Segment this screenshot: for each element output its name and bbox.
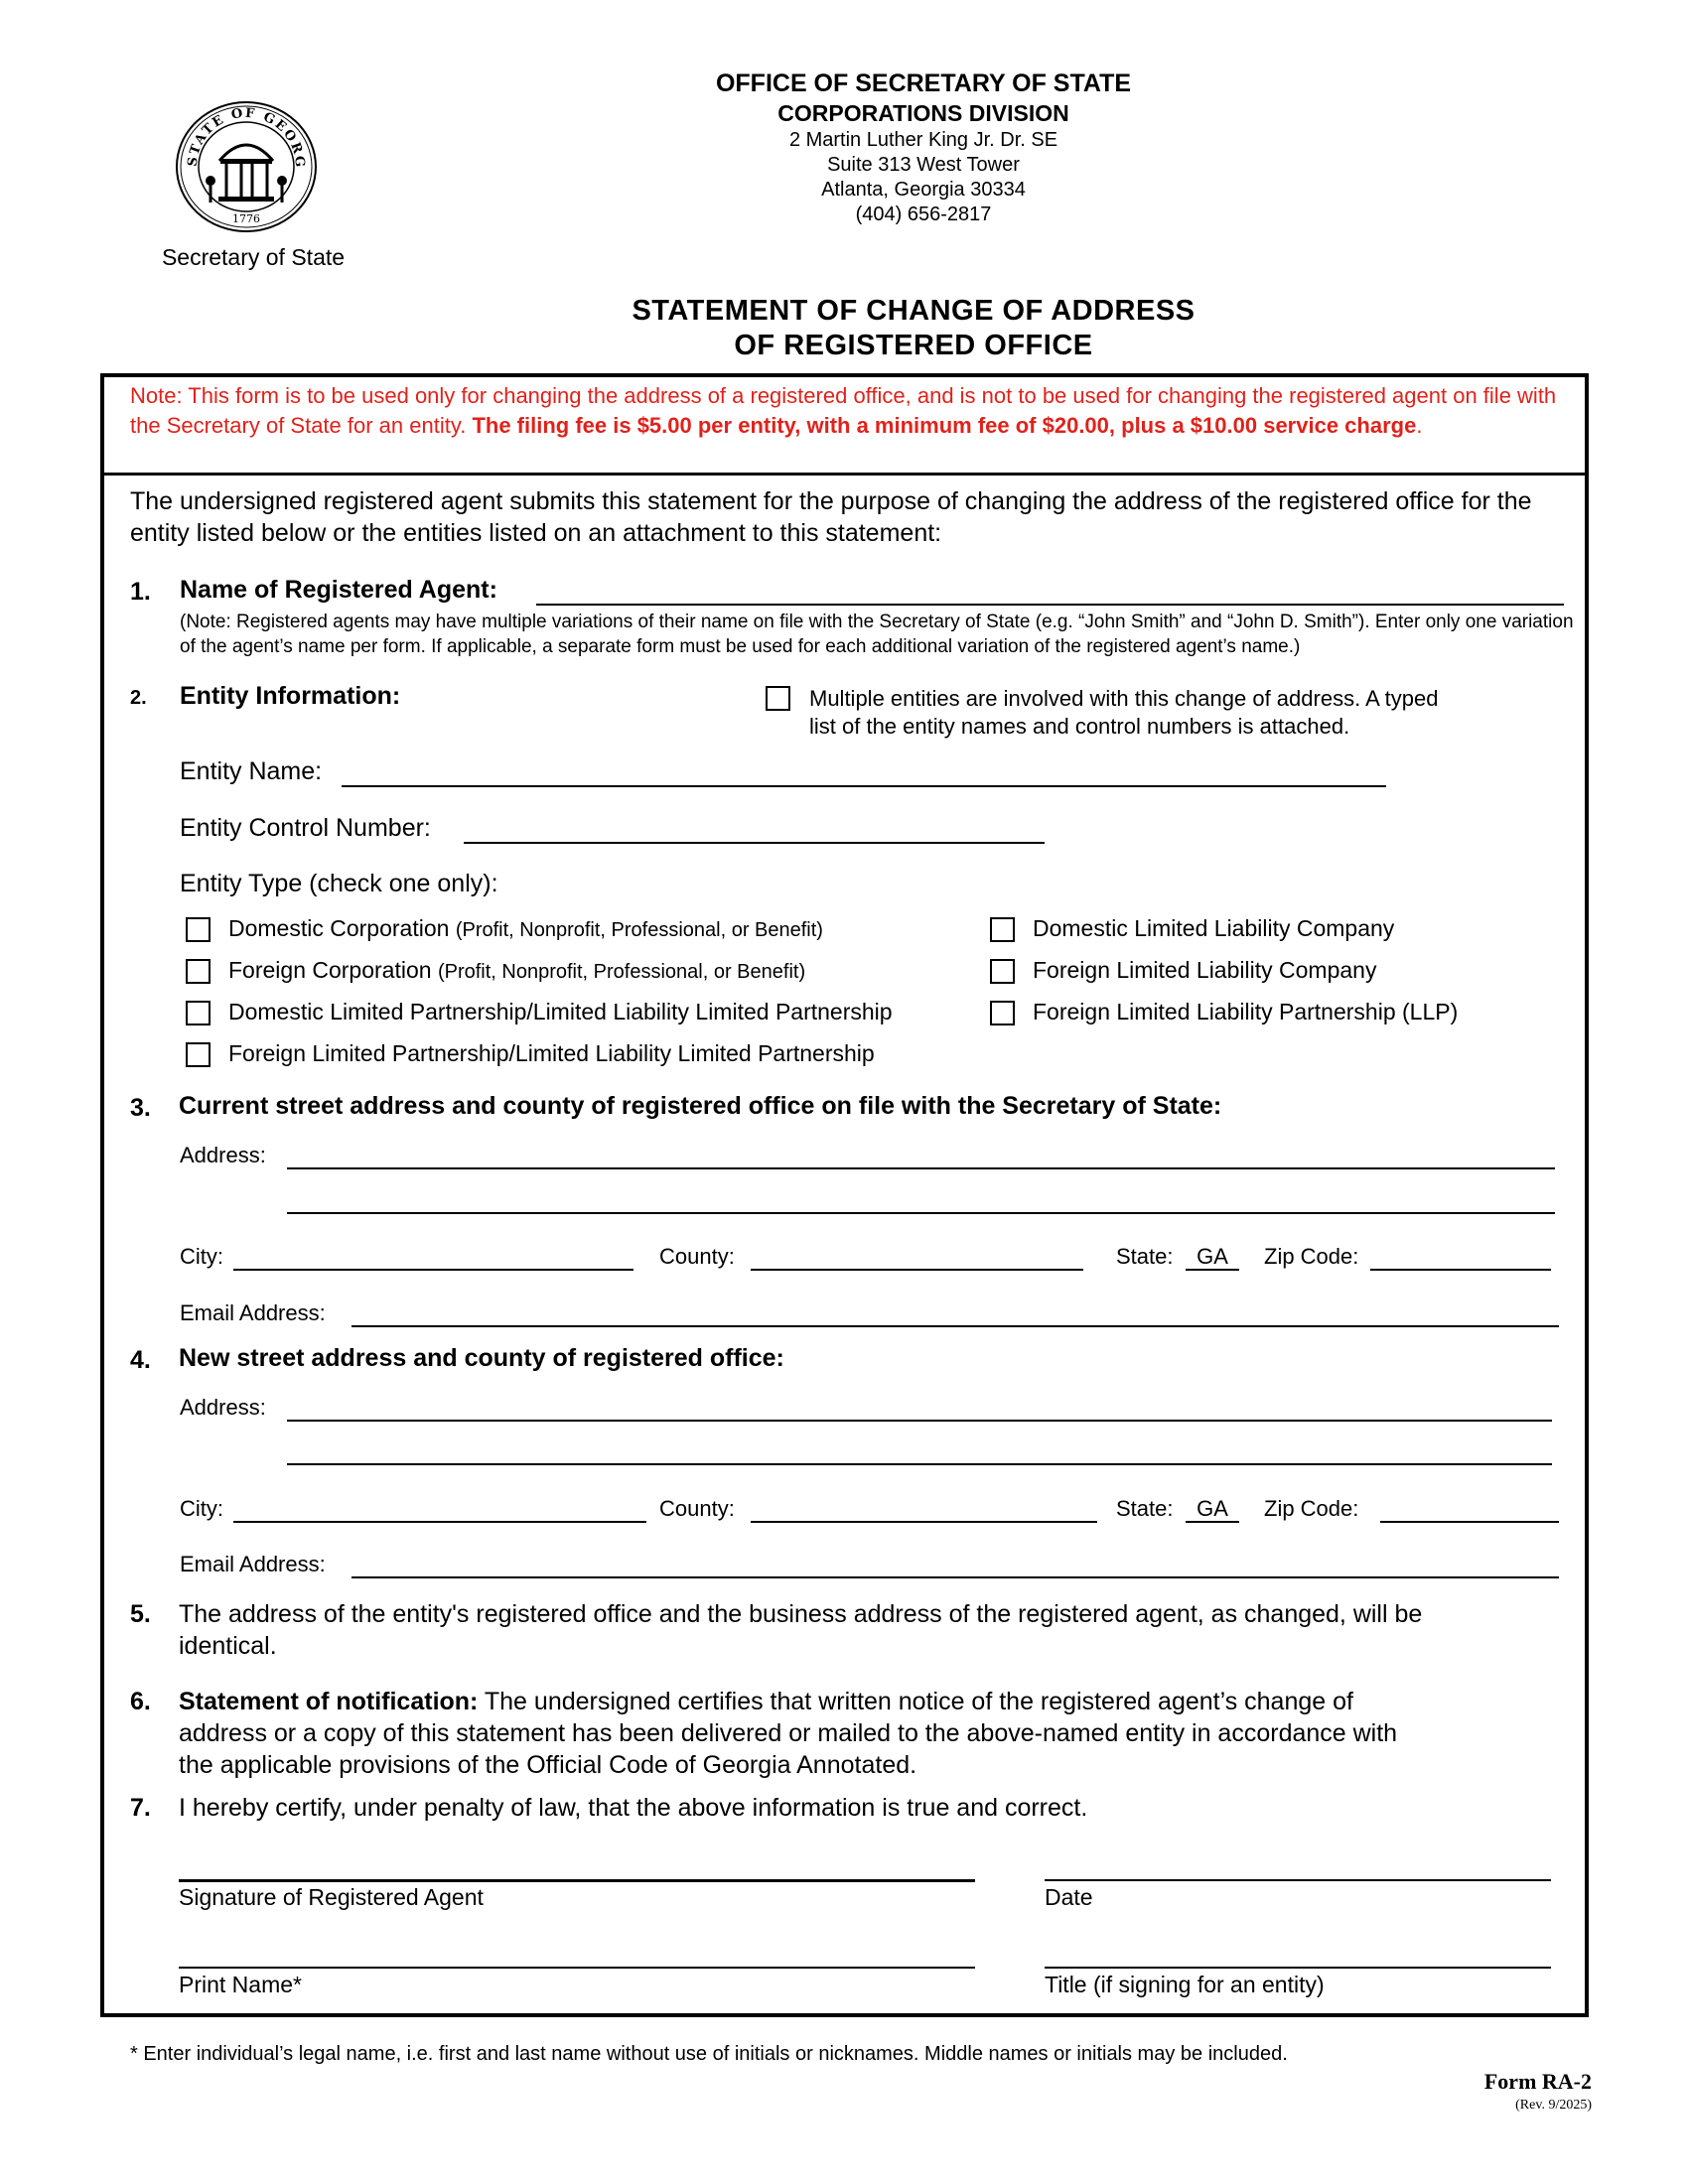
option-label: Domestic Corporation [228,915,450,941]
form-id: Form RA-2 [1483,2069,1592,2094]
option-label: Foreign Corporation [228,957,432,983]
current-county-field[interactable] [751,1269,1083,1271]
office-header [616,69,1231,226]
option-paren: (Profit, Nonprofit, Professional, or Benefit) [455,919,823,941]
fee-note [130,381,1560,441]
title-line-1: STATEMENT OF CHANGE OF ADDRESS [632,295,1196,327]
current-city-label: City: [180,1244,223,1269]
current-address-line-1[interactable] [287,1167,1555,1169]
checkbox-domestic-lp[interactable] [186,1001,211,1025]
title-field[interactable] [1045,1967,1551,1969]
section-6-line-1: The undersigned certifies that written notice of the registered agent’s change of [478,1688,1353,1715]
seal-ring-text: STATE OF GEORG [185,105,308,170]
section-3-number: 3. [130,1094,151,1122]
print-name-label: Print Name* [179,1972,302,1997]
multiple-entities-checkbox[interactable] [766,686,790,711]
new-city-field[interactable] [233,1521,646,1523]
title-line-2: OF REGISTERED OFFICE [734,330,1093,361]
option-domestic-lp: Domestic Limited Partnership/Limited Liability Limited Partnership [228,999,893,1024]
new-zip-label: Zip Code: [1264,1496,1359,1521]
date-label: Date [1045,1884,1093,1910]
entity-info-label: Entity Information: [180,682,401,710]
new-city-label: City: [180,1496,223,1521]
option-paren: (Profit, Nonprofit, Professional, or Benefit) [437,961,806,983]
section-4-number: 4. [130,1346,151,1374]
section-2-number: 2. [130,687,147,709]
suite: Suite 313 West Tower [827,154,1020,176]
agent-name-field[interactable] [536,604,1564,606]
current-email-field[interactable] [352,1325,1559,1327]
entity-name-label: Entity Name: [180,757,323,785]
form-title [417,295,1410,362]
entity-name-field[interactable] [342,785,1386,787]
new-county-field[interactable] [751,1521,1097,1523]
note-fee: The filing fee is $5.00 per entity, with a minimum fee of $20.00, plus a $10.00 service charge [472,413,1417,438]
new-state-underline [1186,1521,1239,1523]
option-foreign-llp: Foreign Limited Liability Partnership (LLP) [1033,999,1459,1024]
option-domestic-llc: Domestic Limited Liability Company [1033,915,1395,941]
new-state-label: State: [1116,1496,1174,1521]
new-zip-field[interactable] [1380,1521,1559,1523]
current-email-label: Email Address: [180,1300,326,1325]
current-address-heading: Current street address and county of registered office on file with the Secretary of State: [179,1092,1222,1120]
control-number-field[interactable] [464,842,1045,844]
section-5-line-2: identical. [179,1632,277,1660]
certification-text: I hereby certify, under penalty of law, that the above information is true and correct. [179,1794,1088,1822]
title-label: Title (if signing for an entity) [1045,1972,1325,1997]
multiple-entities-line-1: Multiple entities are involved with this change of address. A typed [809,686,1439,711]
print-name-field[interactable] [179,1967,975,1969]
section-6-number: 6. [130,1688,151,1715]
seal-caption: Secretary of State [161,244,346,270]
multiple-entities-line-2: list of the entity names and control numbers is attached. [809,714,1350,739]
new-email-label: Email Address: [180,1552,326,1576]
current-county-label: County: [659,1244,735,1269]
current-state-label: State: [1116,1244,1174,1269]
current-address-line-2[interactable] [287,1212,1555,1214]
entity-type-label: Entity Type (check one only): [180,870,498,897]
option-domestic-corporation [228,915,823,942]
section-1-number: 1. [130,578,151,606]
note-end: . [1416,413,1423,438]
new-address-label: Address: [180,1395,266,1420]
current-zip-field[interactable] [1370,1269,1551,1271]
current-address-label: Address: [180,1143,266,1167]
office-name: OFFICE OF SECRETARY OF STATE [715,69,1132,97]
agent-name-label: Name of Registered Agent: [180,576,497,604]
section-7-number: 7. [130,1794,151,1822]
new-address-heading: New street address and county of registered office: [179,1344,784,1372]
agent-name-note: (Note: Registered agents may have multiple variations of their name on file with the Secretary of State (e.g. “John Smith” and “John D. Smith”). Enter only one variation of the agent’s name per form. If applicable, a separate form must be used for each additional variation of the registered agent’s name.) [180,612,1574,657]
street-address: 2 Martin Luther King Jr. Dr. SE [788,129,1058,151]
checkbox-domestic-corporation[interactable] [186,917,211,942]
current-state-underline [1186,1269,1239,1271]
note-divider [100,473,1589,476]
option-foreign-corporation [228,957,805,984]
new-address-line-2[interactable] [287,1463,1552,1465]
seal-year: 1776 [232,212,260,225]
date-field[interactable] [1045,1879,1551,1881]
intro-text: The undersigned registered agent submits this statement for the purpose of changing the address of the registered office for the entity listed below or the entities listed on an attachment to this statement: [130,487,1532,547]
section-5-line-1: The address of the entity's registered office and the business address of the registered agent, as changed, will be [179,1600,1423,1628]
signature-field[interactable] [179,1879,975,1882]
checkbox-foreign-corporation[interactable] [186,959,211,984]
checkbox-foreign-lp[interactable] [186,1042,211,1067]
checkbox-foreign-llc[interactable] [990,959,1015,984]
option-foreign-llc: Foreign Limited Liability Company [1033,957,1377,983]
city-state-zip: Atlanta, Georgia 30334 [821,179,1026,201]
checkbox-foreign-llp[interactable] [990,1001,1015,1025]
new-email-field[interactable] [352,1576,1559,1578]
current-city-field[interactable] [233,1269,633,1271]
new-county-label: County: [659,1496,735,1521]
current-zip-label: Zip Code: [1264,1244,1359,1269]
notification-label: Statement of notification: [179,1688,479,1715]
section-6-line-2: address or a copy of this statement has been delivered or mailed to the above-named entity in accordance with [179,1719,1398,1747]
division-name: CORPORATIONS DIVISION [777,100,1069,126]
phone-number: (404) 656-2817 [855,204,992,225]
footnote: * Enter individual’s legal name, i.e. first and last name without use of initials or nicknames. Middle names or initials may be included. [130,2043,1288,2065]
signature-label: Signature of Registered Agent [179,1884,484,1910]
new-address-line-1[interactable] [287,1420,1552,1422]
current-state-value: GA [1196,1244,1228,1269]
georgia-seal [175,99,319,233]
control-number-label: Entity Control Number: [180,814,431,842]
section-6-text [179,1686,1579,1781]
note-text: Note: This form is to be used only for changing the address of a registered office, and is not to be used for changing the registered agent on file with the Secretary of State for an entity. [130,383,1557,438]
option-foreign-lp: Foreign Limited Partnership/Limited Liability Limited Partnership [228,1040,875,1066]
new-state-value: GA [1196,1496,1228,1521]
form-revision: (Rev. 9/2025) [1515,2098,1592,2113]
seal-icon [175,99,319,233]
checkbox-domestic-llc[interactable] [990,917,1015,942]
section-5-text [179,1598,1579,1662]
section-6-line-3: the applicable provisions of the Official Code of Georgia Annotated. [179,1751,917,1779]
multiple-entities-text [809,685,1438,741]
section-5-number: 5. [130,1600,151,1628]
